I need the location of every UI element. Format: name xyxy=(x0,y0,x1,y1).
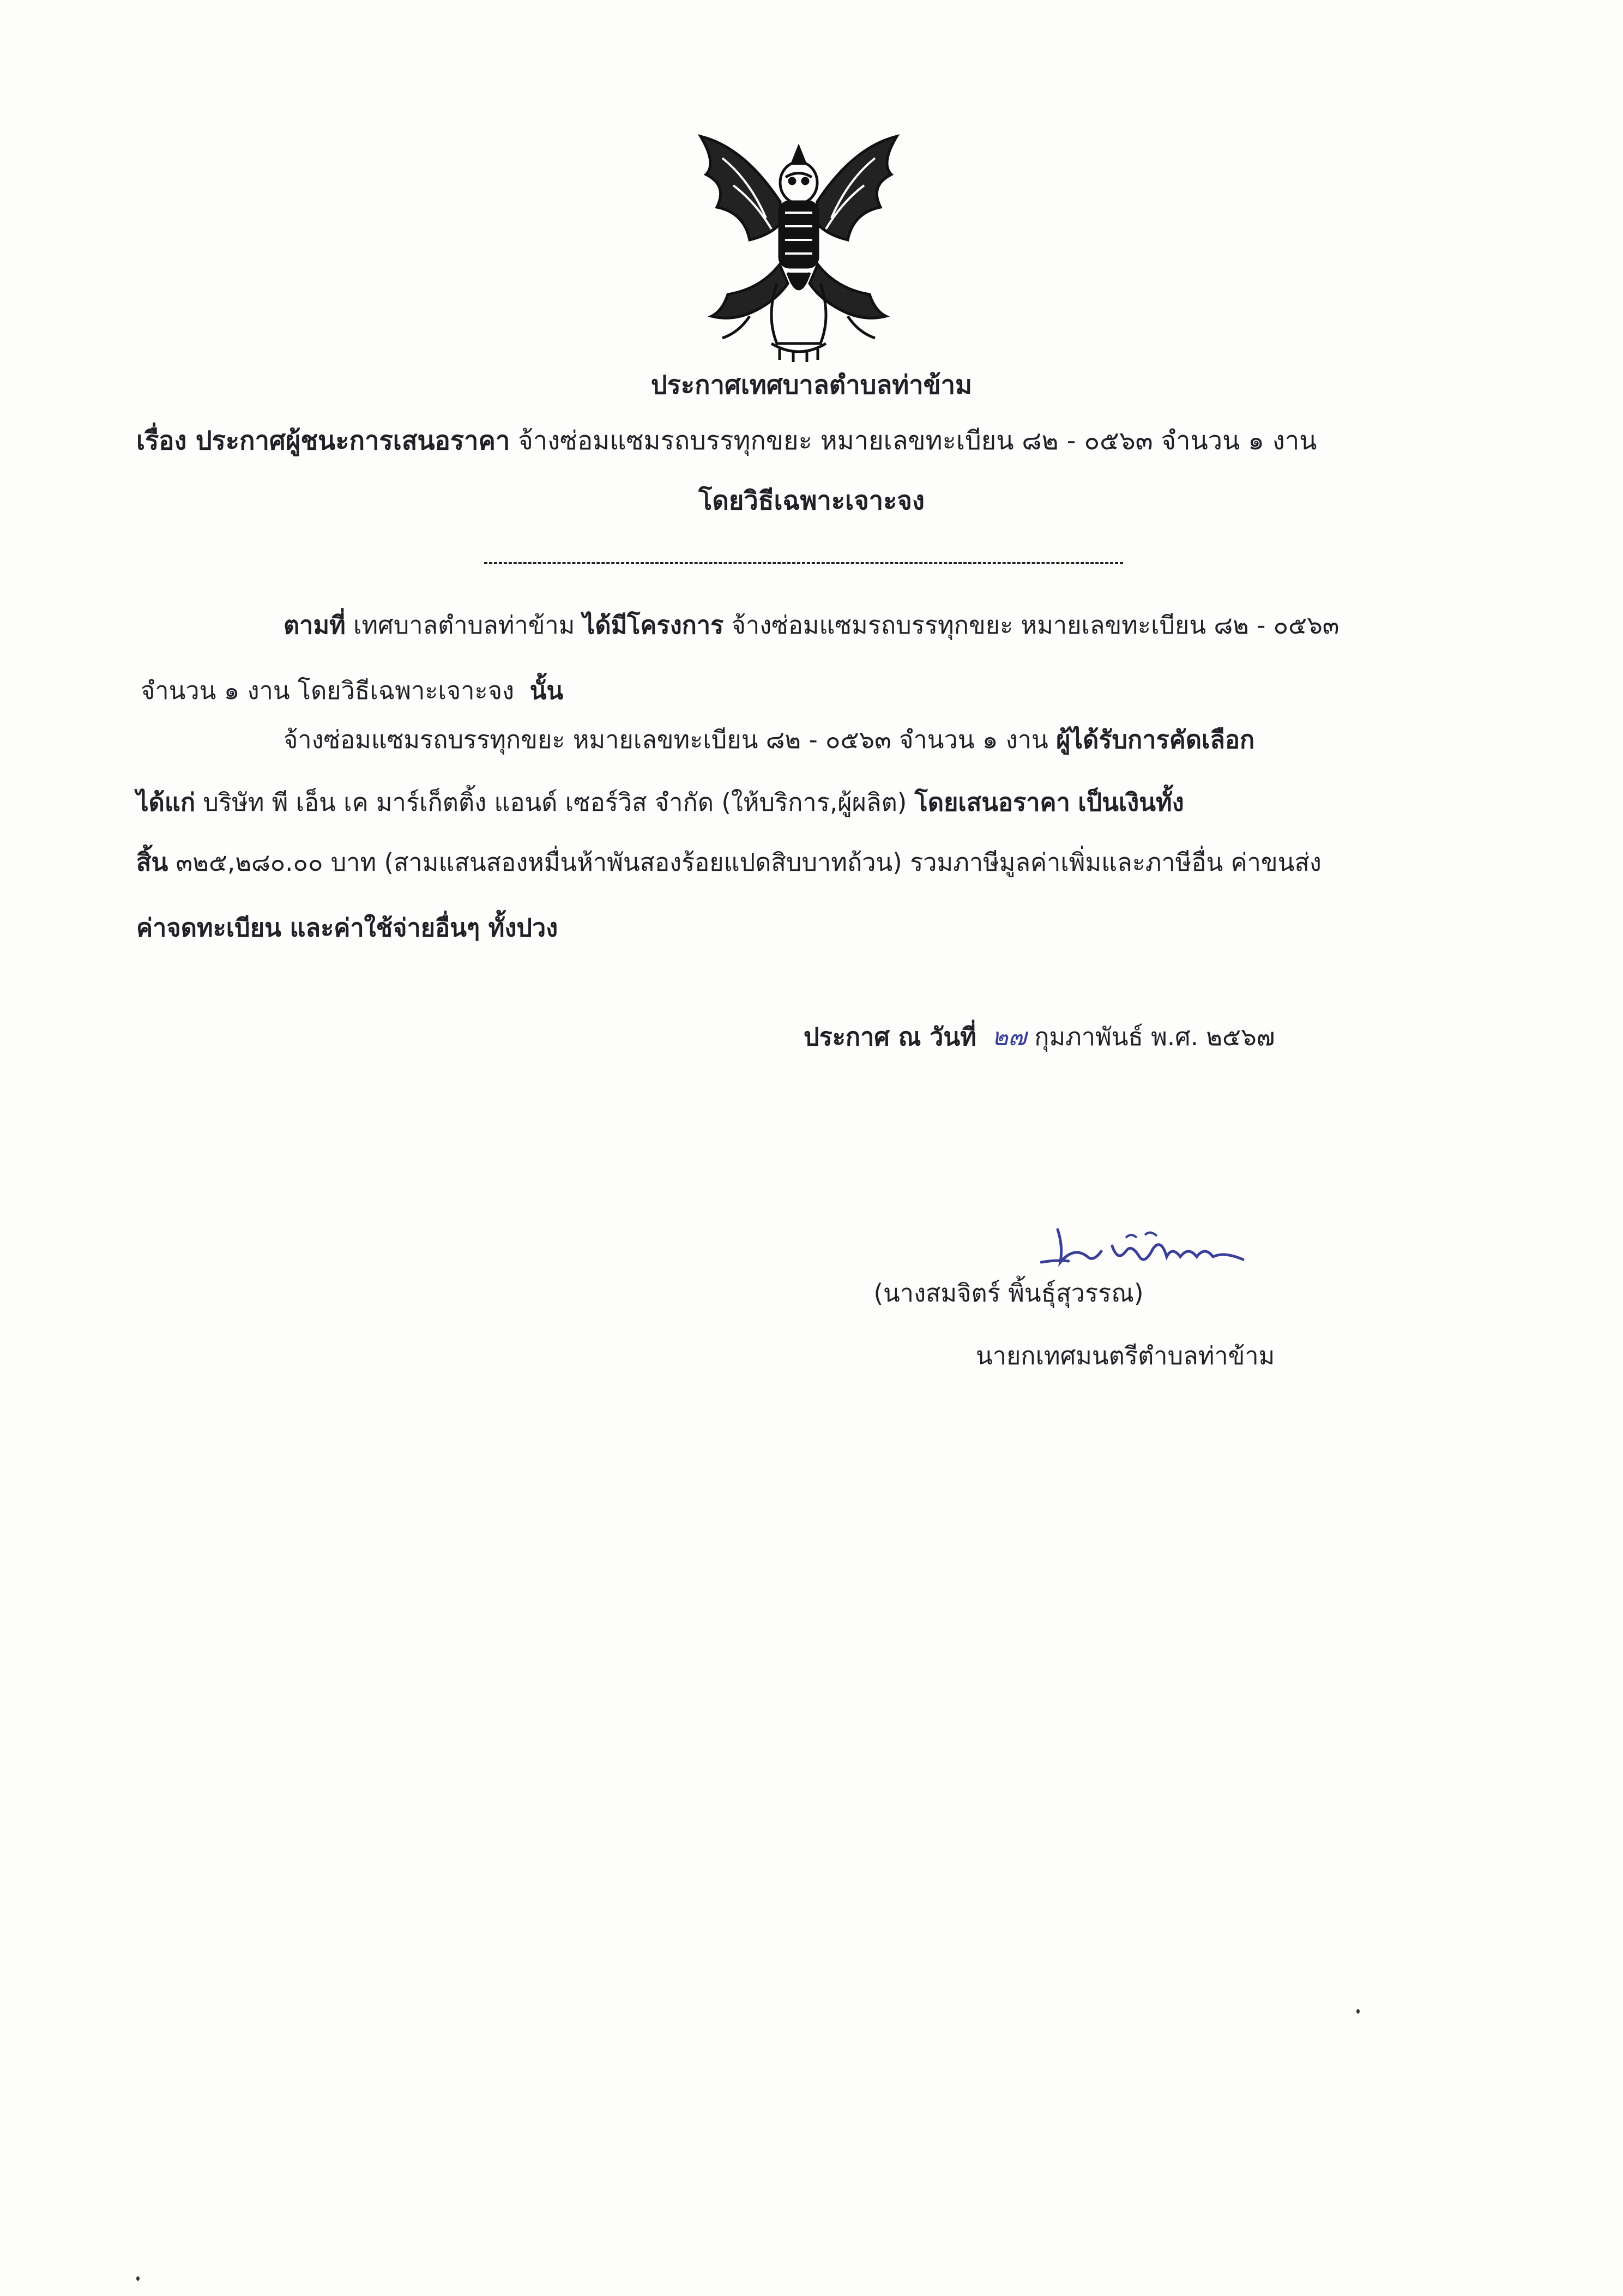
signatory-position: นายกเทศมนตรีตำบลท่าข้าม xyxy=(976,1341,1275,1370)
p1-line2: จำนวน ๑ งาน โดยวิธีเฉพาะเจาะจง xyxy=(141,676,515,705)
date-prefix: ประกาศ ณ วันที่ xyxy=(804,1022,976,1051)
p2-total-end: สิ้น xyxy=(136,848,168,877)
p1-project: จ้างซ่อมแซมรถบรรทุกขยะ หมายเลขทะเบียน ๘๒ - ๐๕๖๓ xyxy=(731,611,1340,640)
date-day: ๒๗ xyxy=(992,1022,1027,1051)
garuda-emblem-icon xyxy=(684,125,913,365)
handwritten-signature-icon xyxy=(1036,1213,1248,1279)
p1-agency: เทศบาลตำบลท่าข้าม xyxy=(353,611,575,640)
p2-offer: โดยเสนอราคา xyxy=(914,788,1070,817)
announcement-subject xyxy=(136,420,1317,461)
scan-speck xyxy=(136,2276,140,2281)
scan-speck xyxy=(1356,2009,1360,2014)
p2-total: เป็นเงินทั้ง xyxy=(1078,788,1184,817)
p2-selected: ผู้ได้รับการคัดเลือก xyxy=(1056,725,1255,754)
paragraph-2-line-4: ค่าจดทะเบียน และค่าใช้จ่ายอื่นๆ ทั้งปวง xyxy=(136,913,558,942)
procurement-method: โดยวิธีเฉพาะเจาะจง xyxy=(698,486,925,516)
subject-label: เรื่อง ประกาศผู้ชนะการเสนอราคา xyxy=(136,426,510,456)
p1-end: นั้น xyxy=(529,676,564,705)
signatory-name: (นางสมจิตร์ พิ้นธุ์สุวรรณ) xyxy=(873,1279,1144,1307)
p2-winner: บริษัท พี เอ็น เค มาร์เก็ตติ้ง แอนด์ เซอร์วิส จำกัด (ให้บริการ,ผู้ผลิต) xyxy=(203,788,907,817)
paragraph-1-line-2 xyxy=(141,671,563,710)
p2-amount: ๓๒๕,๒๘๐.๐๐ บาท (สามแสนสองหมื่นห้าพันสองร้อยแปดสิบบาทถ้วน) xyxy=(176,848,902,877)
p1-mid: ได้มีโครงการ xyxy=(582,611,724,640)
paragraph-2-line-3 xyxy=(136,842,1322,882)
p1-label: ตามที่ xyxy=(283,611,346,640)
date-month-year: กุมภาพันธ์ พ.ศ. ๒๕๖๗ xyxy=(1034,1022,1275,1051)
p2-project: จ้างซ่อมแซมรถบรรทุกขยะ หมายเลขทะเบียน ๘๒ - ๐๕๖๓ จำนวน ๑ งาน xyxy=(283,725,1048,754)
paragraph-2-line-1 xyxy=(283,720,1254,759)
divider xyxy=(484,562,1123,564)
p2-winner-label: ได้แก่ xyxy=(136,788,196,817)
paragraph-1-line-1 xyxy=(283,605,1340,644)
announcement-title: ประกาศเทศบาลตำบลท่าข้าม xyxy=(650,370,973,400)
subject-text: จ้างซ่อมแซมรถบรรทุกขยะ หมายเลขทะเบียน ๘๒ - ๐๕๖๓ จำนวน ๑ งาน xyxy=(518,426,1317,456)
paragraph-2-line-2 xyxy=(136,782,1184,822)
announcement-date xyxy=(804,1017,1275,1056)
p2-vat: รวมภาษีมูลค่าเพิ่มและภาษีอื่น ค่าขนส่ง xyxy=(910,848,1322,877)
